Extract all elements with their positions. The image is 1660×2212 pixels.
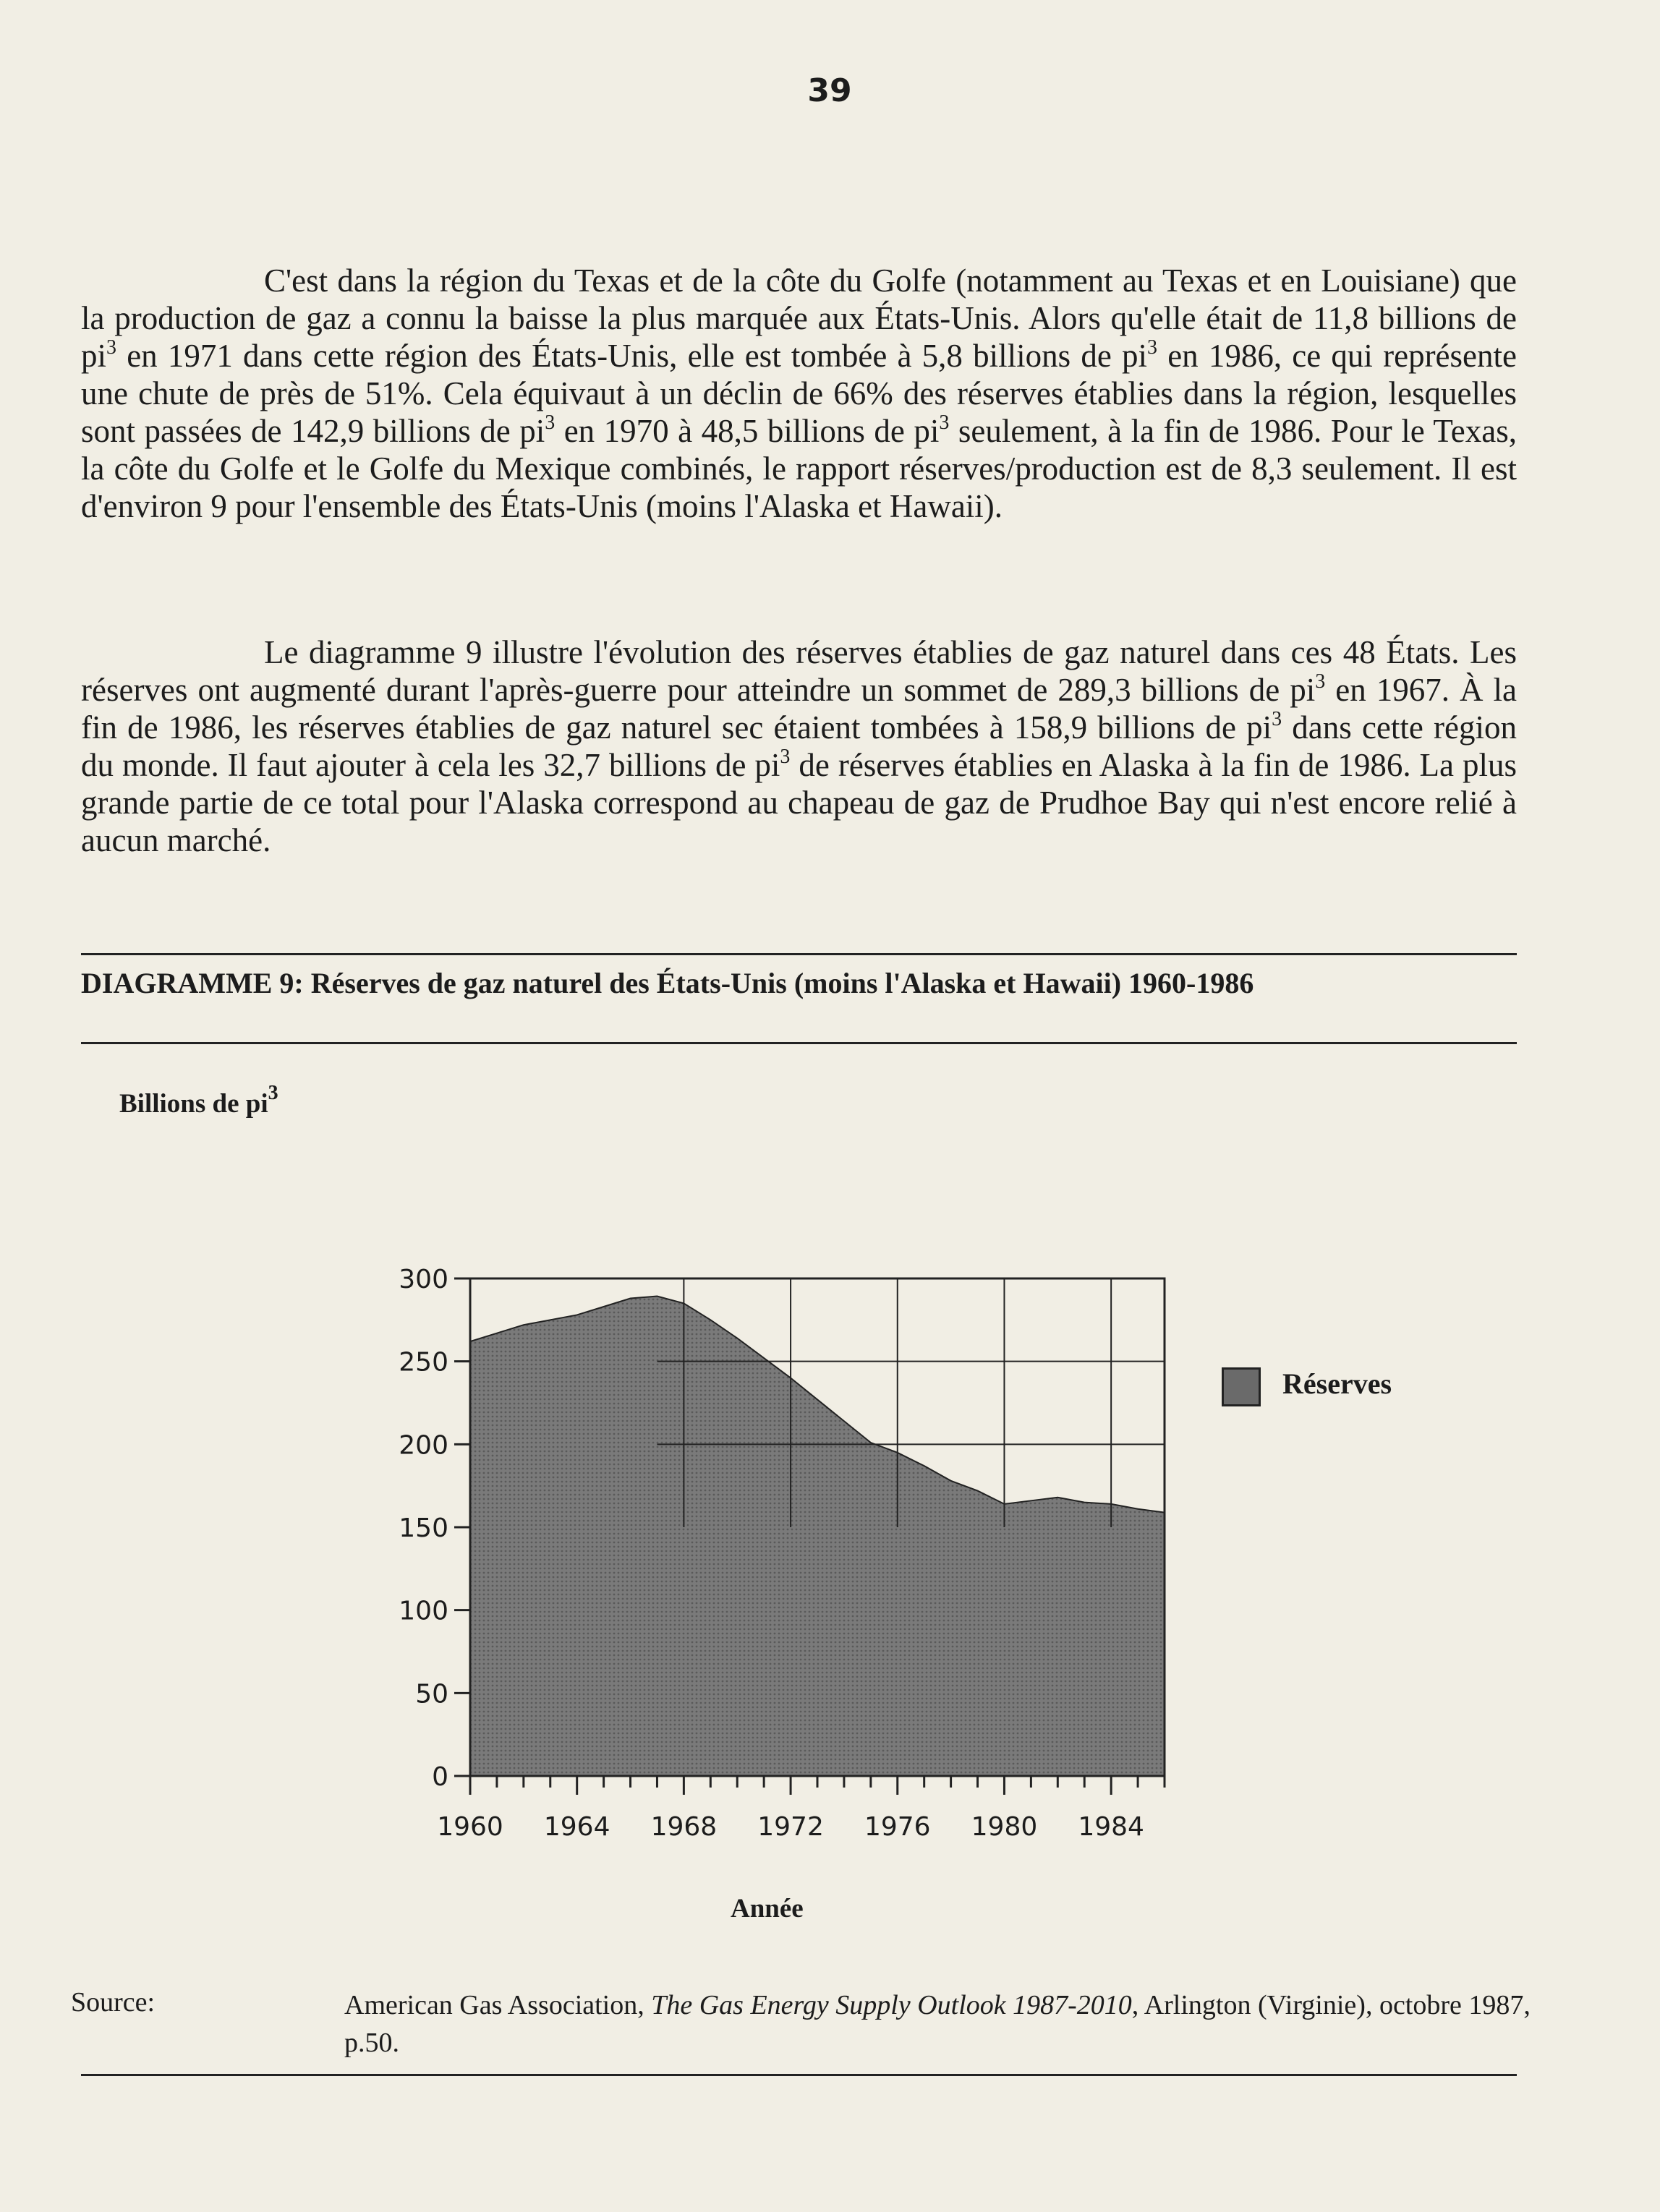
y-tick-label: 50 [415,1679,448,1709]
x-ticks [437,1776,1165,1842]
paragraph-1-text: C'est dans la région du Texas et de la côte du Golfe (notamment au Texas et en Louisiane) que la production de gaz a connu la baisse la plus marquée aux États-Unis. Alors qu'elle était de 11,8 billions de $pi^3$ en 1971 dans cette région des États-Unis, elle est tombée à 5,8 billions de $pi^3$ en 1986, ce qui représente une chute de près de 51%. Cela équivaut à un déclin de 66% des réserves établies dans la région, lesquelles sont passées de 142,9 billions de $pi^3$ en 1970 à 48,5 billions de $pi^3$ seulement, à la fin de 1986. Pour le Texas, la côte du Golfe et le Golfe du Mexique combinés, le rapport réserves/production est de 8,3 seulement. Il est d'environ 9 pour l'ensemble des États-Unis (moins l'Alaska et Hawaii). [81,262,1517,524]
legend-swatch-reserves [1222,1367,1261,1406]
y-ticks [399,1265,470,1792]
y-axis-label: Billions de $pi^3$ [119,1082,278,1119]
paragraph-2-text: Le diagramme 9 illustre l'évolution des réserves établies de gaz naturel dans ces 48 États. Les réserves ont augmenté durant l'après-guerre pour atteindre un sommet de 289,3 billions de $pi^3$ en 1967. À la fin de 1986, les réserves établies de gaz naturel sec étaient tombées à 158,9 billions de $pi^3$ dans cette région du monde. Il faut ajouter à cela les 32,7 billions de $pi^3$ de réserves établies en Alaska à la fin de 1986. La plus grande partie de ce total pour l'Alaska correspond au chapeau de gaz de Prudhoe Bay qui n'est encore relié à aucun marché. [81,634,1517,858]
x-tick-label: 1964 [543,1812,610,1842]
page-number: 39 [807,72,852,109]
x-tick-label: 1980 [971,1812,1038,1842]
reserves-area [470,1297,1165,1776]
diagram-title: DIAGRAMME 9: Réserves de gaz naturel des États-Unis (moins l'Alaska et Hawaii) 1960-1986 [81,967,1254,999]
y-tick-label: 200 [399,1430,448,1461]
x-tick-label: 1984 [1078,1812,1144,1842]
x-tick-label: 1968 [650,1812,718,1842]
source-org: American Gas Association, [344,1990,652,2020]
y-tick-label: 300 [399,1265,448,1294]
y-tick-label: 100 [399,1596,448,1626]
x-tick-label: 1976 [864,1812,931,1842]
y-tick-label: 0 [432,1762,448,1792]
source-publication: The Gas Energy Supply Outlook 1987-2010 [651,1990,1132,2020]
x-tick-label: 1960 [437,1812,503,1842]
source-details: , Arlington (Virginie), octobre 1987, p.50. [344,1990,1531,2058]
x-tick-label: 1972 [757,1812,824,1842]
legend-label-reserves: Réserves [1282,1367,1392,1400]
source-citation [344,1986,1531,2062]
y-tick-label: 250 [399,1347,448,1378]
source-label: Source: [71,1987,156,2017]
x-axis-label: Année [731,1894,804,1923]
bottom-rule [81,2074,1517,2076]
y-tick-label: 150 [399,1513,448,1543]
